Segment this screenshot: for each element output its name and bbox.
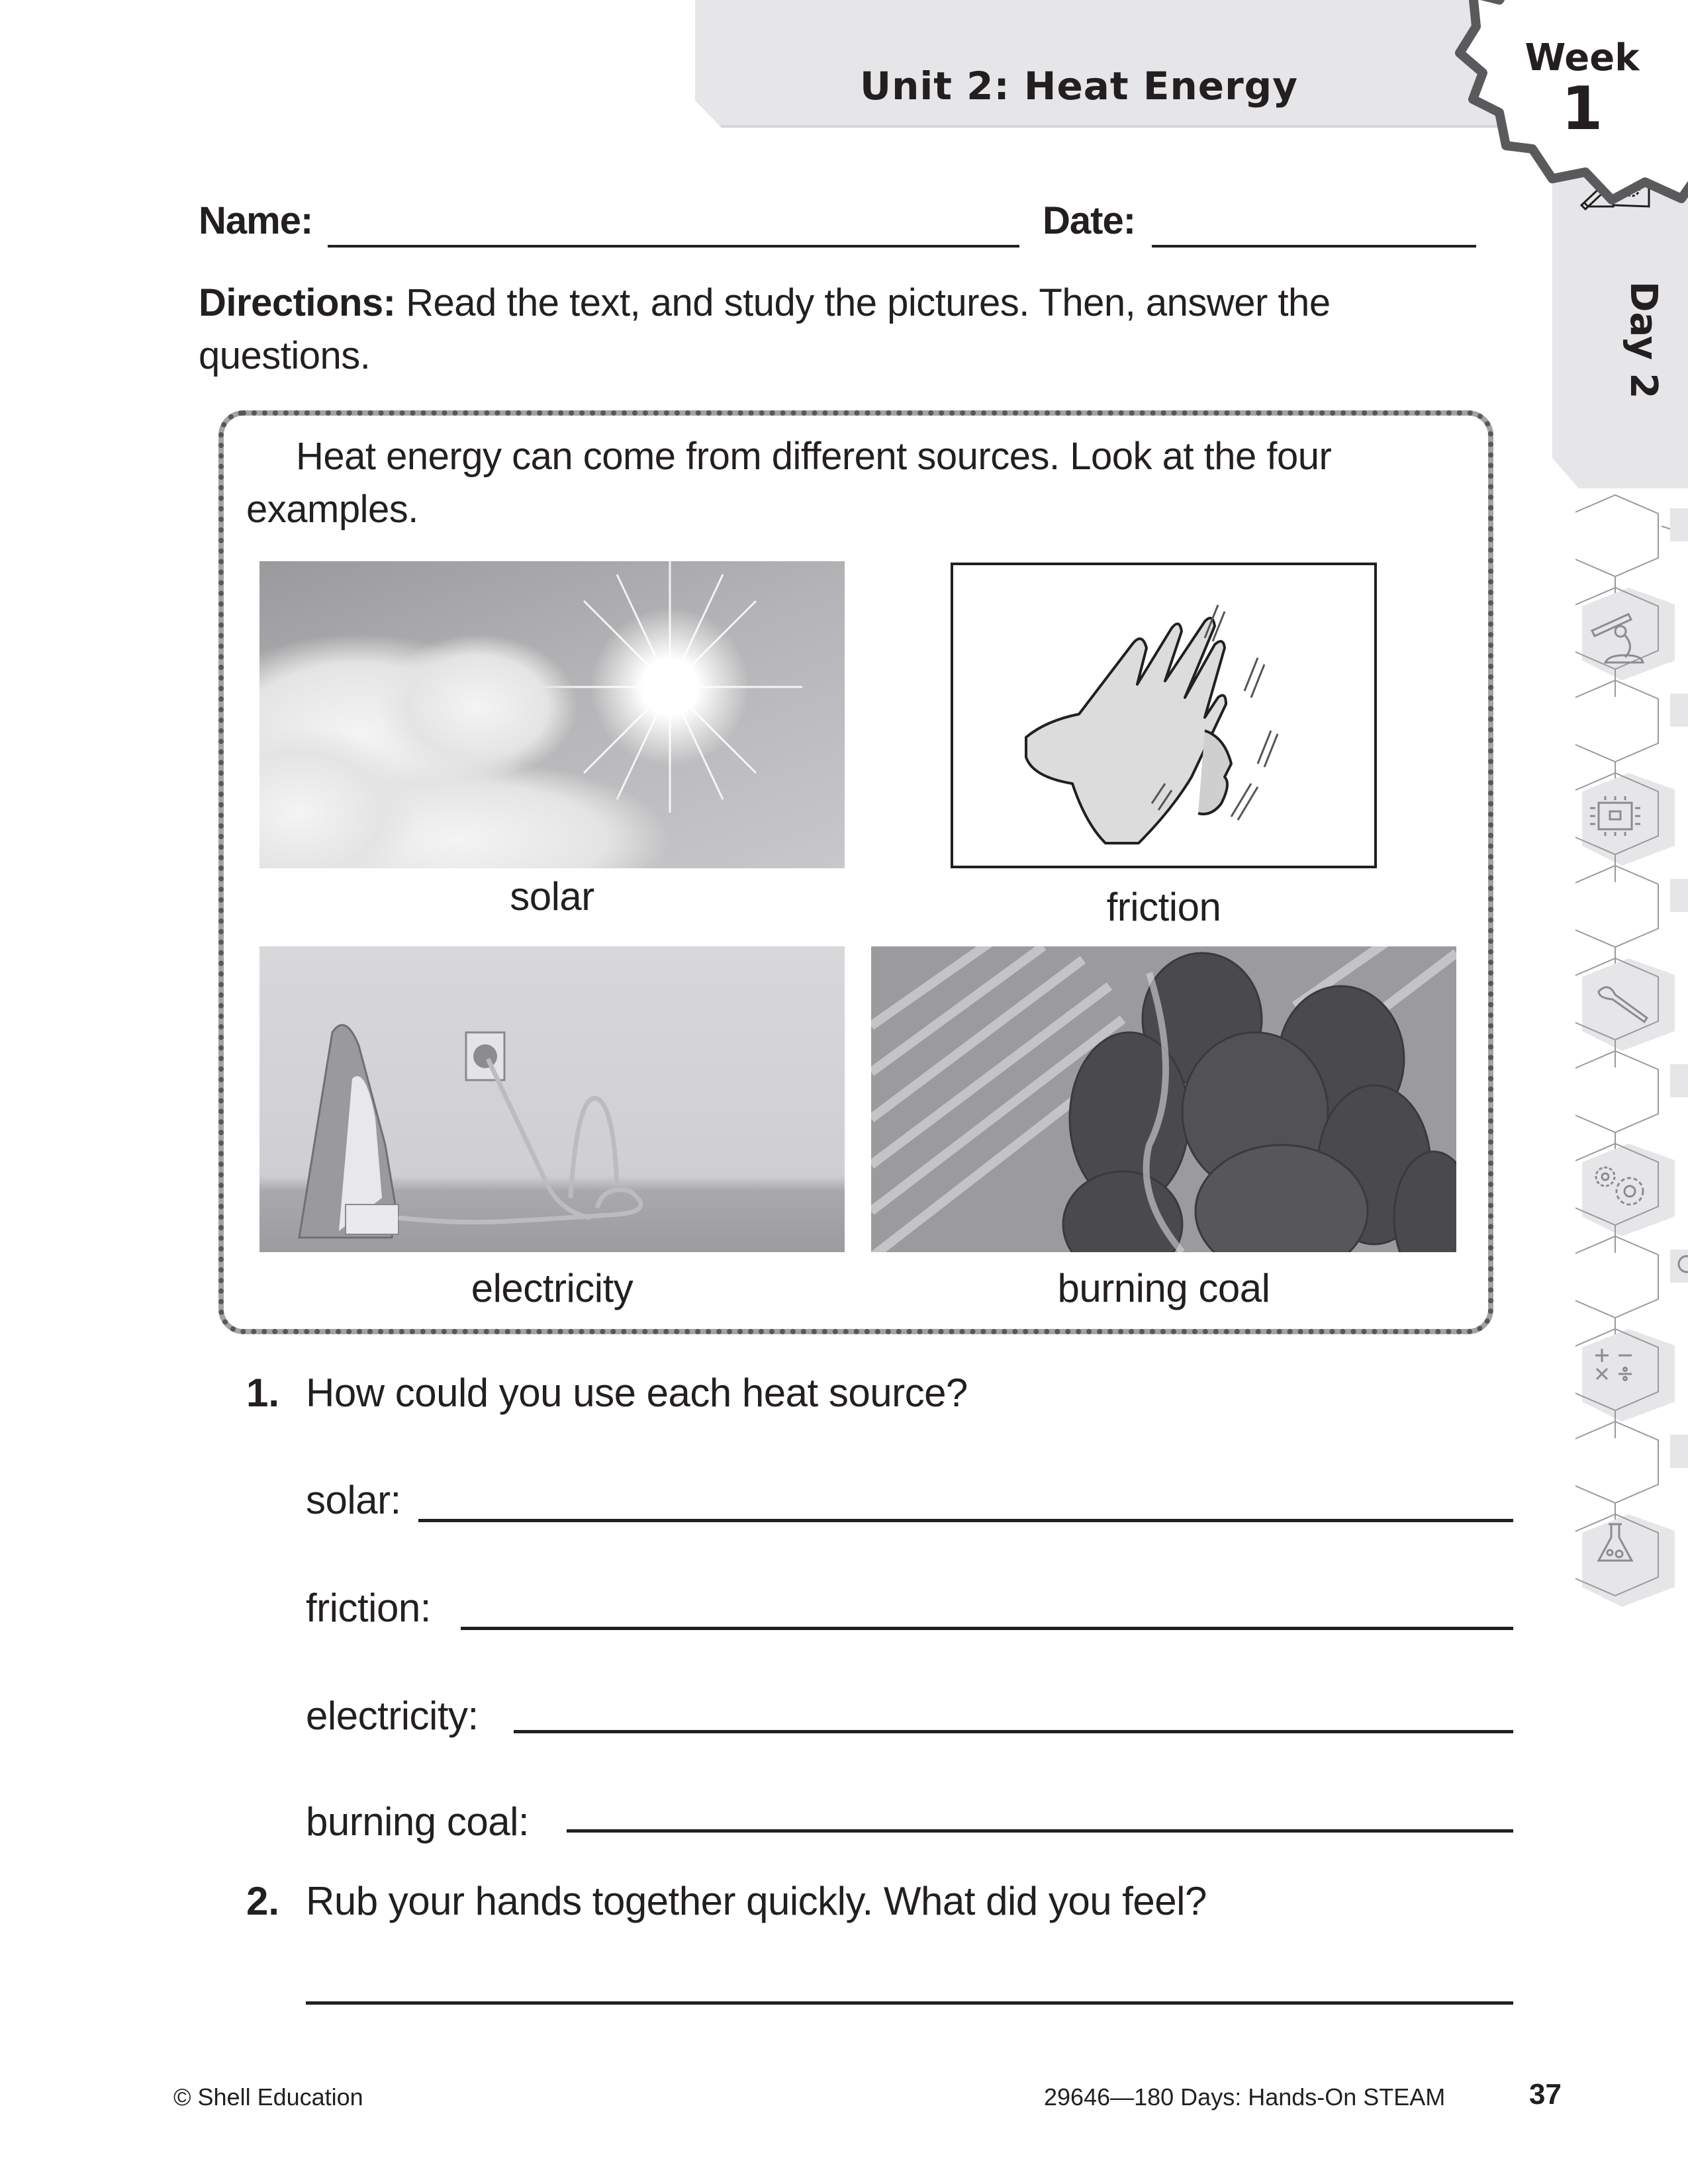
directions-label: Directions: (199, 281, 396, 324)
page-number: 37 (1529, 2078, 1562, 2111)
sun-and-clouds-photo (259, 561, 845, 868)
caption-solar: solar (510, 874, 594, 919)
answer-field-burning-coal[interactable] (567, 1829, 1513, 1833)
book-title: 29646—180 Days: Hands-On STEAM (1044, 2083, 1446, 2111)
week-number: 1 (1561, 74, 1603, 144)
question-1-number: 1. (246, 1371, 280, 1415)
solar-image (259, 561, 845, 868)
answer-field-solar[interactable] (418, 1519, 1513, 1522)
name-date-row (199, 199, 1476, 251)
copyright: © Shell Education (173, 2083, 363, 2111)
caption-friction: friction (1106, 885, 1221, 929)
answer-label-friction: friction: (306, 1586, 431, 1630)
iron-plugged-into-outlet-photo (259, 946, 845, 1252)
date-label: Date: (1043, 199, 1136, 242)
smoking-coal-briquettes-photo (871, 946, 1456, 1252)
unit-title: Unit 2: Heat Energy (859, 64, 1299, 109)
answer-label-burning-coal: burning coal: (306, 1799, 530, 1844)
caption-electricity: electricity (471, 1266, 633, 1310)
day-label: Day 2 (1622, 281, 1665, 399)
question-2-number: 2. (246, 1879, 280, 1923)
name-label: Name: (199, 199, 313, 242)
info-text: Heat energy can come from different sources. Look at the four examples. (246, 435, 1332, 531)
answer-field-electricity[interactable] (514, 1730, 1513, 1733)
answer-label-solar: solar: (306, 1478, 401, 1522)
friction-image (951, 563, 1377, 868)
date-field[interactable] (1152, 245, 1476, 248)
hexagon-icon-sidebar (1575, 488, 1688, 2184)
electricity-image (259, 946, 845, 1252)
week-label: Week (1524, 36, 1640, 79)
directions (199, 277, 1496, 383)
caption-burning-coal: burning coal (1057, 1266, 1270, 1310)
burning-coal-image (871, 946, 1456, 1252)
answer-field-question-2[interactable] (306, 2001, 1513, 2005)
directions-text: Read the text, and study the pictures. Then, answer the questions. (199, 281, 1331, 377)
question-2-text: Rub your hands together quickly. What did you feel? (306, 1879, 1207, 1923)
name-field[interactable] (328, 245, 1019, 248)
answer-field-friction[interactable] (461, 1627, 1513, 1630)
question-1-text: How could you use each heat source? (306, 1371, 968, 1415)
hands-rubbing-illustration (953, 565, 1374, 866)
answer-label-electricity: electricity: (306, 1694, 479, 1738)
